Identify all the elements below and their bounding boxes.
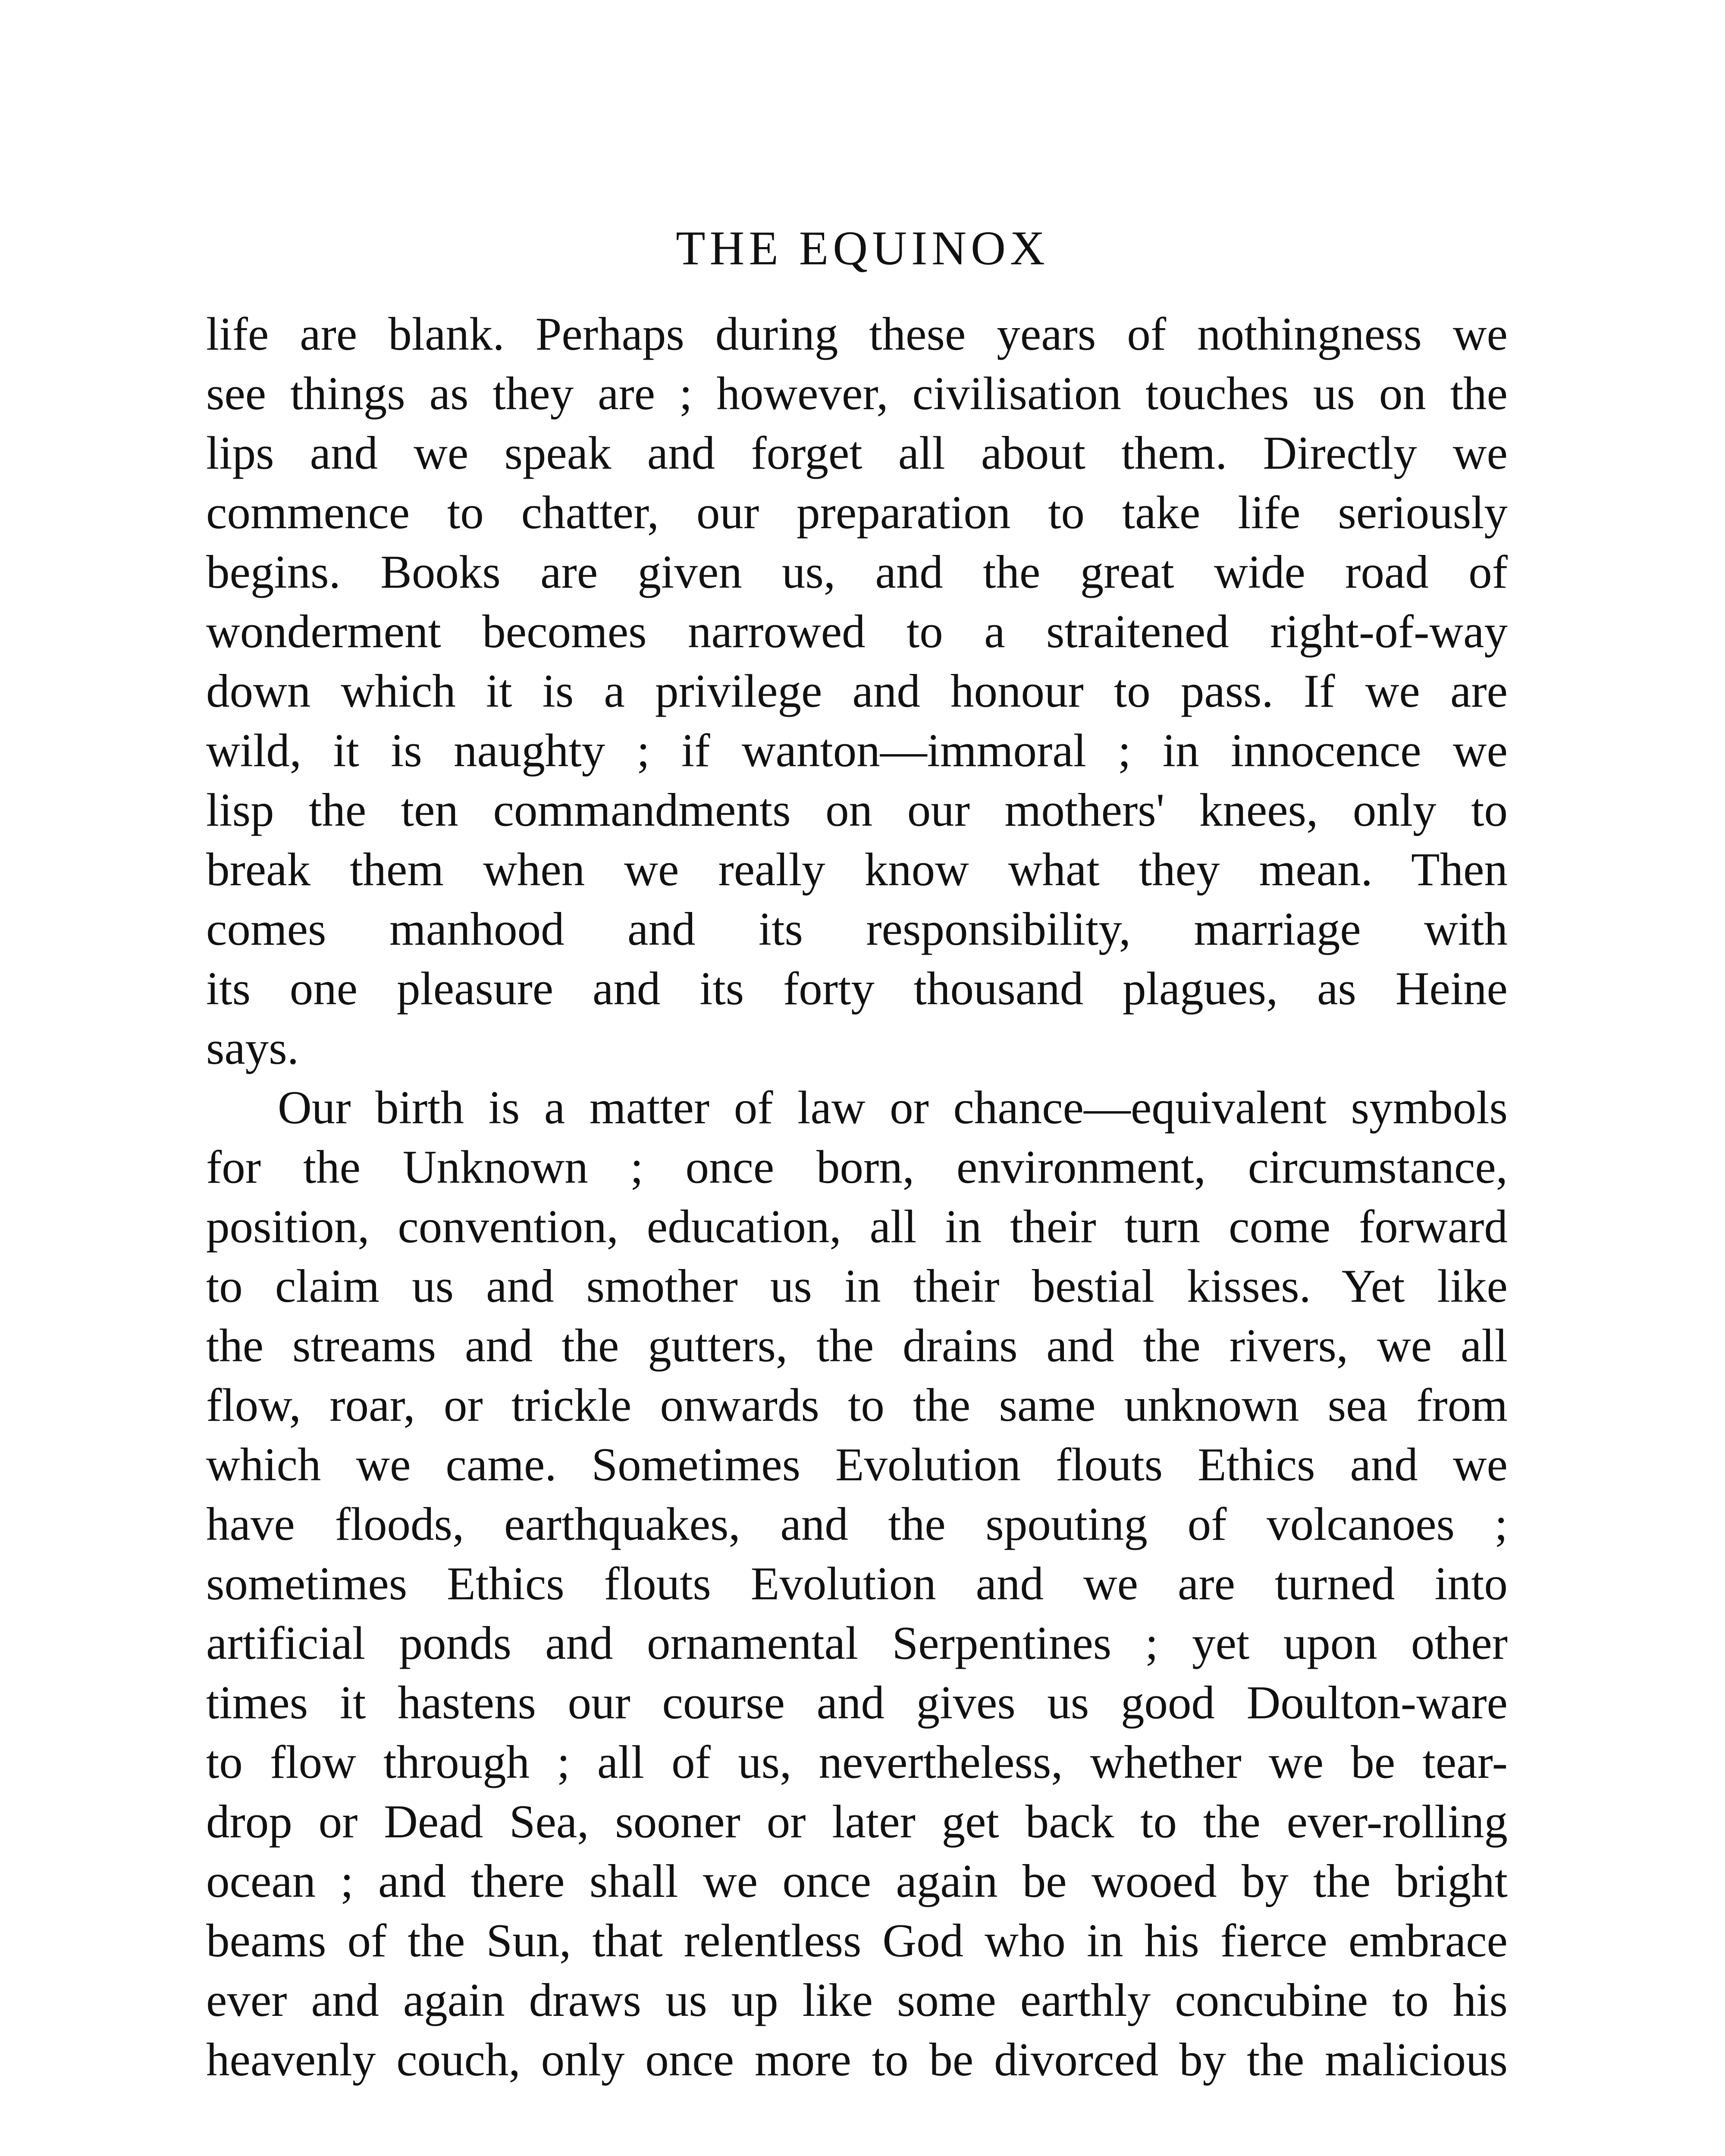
text-line: comes manhood and its responsibility, marriage with [206,903,1508,955]
text-line: lisp the ten commandments on our mothers' knees, only to [206,784,1508,836]
text-line: for the Unknown ; once born, environment, circumstance, [206,1141,1508,1193]
text-line: begins. Books are given us, and the great wide road of [206,546,1508,598]
text-line: times it hastens our course and gives us good Doulton-ware [206,1677,1508,1729]
text-line: ocean ; and there shall we once again be wooed by the bright [206,1855,1508,1907]
text-line: have floods, earthquakes, and the spouting of volcanoes ; [206,1498,1508,1550]
text-line: wonderment becomes narrowed to a straitened right-of-way [206,605,1508,658]
text-line: flow, roar, or trickle onwards to the same unknown sea from [206,1379,1508,1431]
text-line: beams of the Sun, that relentless God who in his fierce embrace [206,1915,1508,1967]
text-line: Our birth is a matter of law or chance—equivalent symbols [278,1081,1508,1134]
text-line: artificial ponds and ornamental Serpentines ; yet upon other [206,1617,1508,1669]
text-line: break them when we really know what they mean. Then [206,843,1508,896]
text-line: its one pleasure and its forty thousand plagues, as Heine [206,962,1508,1015]
text-line: position, convention, education, all in their turn come forward [206,1200,1508,1253]
text-line: which we came. Sometimes Evolution flouts Ethics and we [206,1438,1508,1491]
text-line: to claim us and smother us in their bestial kisses. Yet like [206,1260,1508,1312]
text-line: to flow through ; all of us, nevertheless, whether we be tear- [206,1736,1508,1788]
running-head: THE EQUINOX [676,222,1049,275]
text-line: commence to chatter, our preparation to take life seriously [206,486,1508,539]
text-line: drop or Dead Sea, sooner or later get back to the ever-rolling [206,1796,1508,1848]
text-line: lips and we speak and forget all about them. Directly we [206,427,1508,479]
text-line: down which it is a privilege and honour to pass. If we are [206,665,1508,717]
text-line: sometimes Ethics flouts Evolution and we are turned into [206,1557,1508,1610]
text-line: life are blank. Perhaps during these years of nothingness we [206,308,1508,360]
text-line: says. [206,1022,299,1074]
text-line: ever and again draws us up like some earthly concubine to his [206,1974,1508,2026]
text-line: the streams and the gutters, the drains and the rivers, we all [206,1319,1508,1372]
text-line: see things as they are ; however, civilisation touches us on the [206,367,1508,420]
body-text [206,304,1508,2090]
text-line: heavenly couch, only once more to be divorced by the malicious [206,2034,1508,2086]
text-line: wild, it is naughty ; if wanton—immoral ; in innocence we [206,724,1508,777]
